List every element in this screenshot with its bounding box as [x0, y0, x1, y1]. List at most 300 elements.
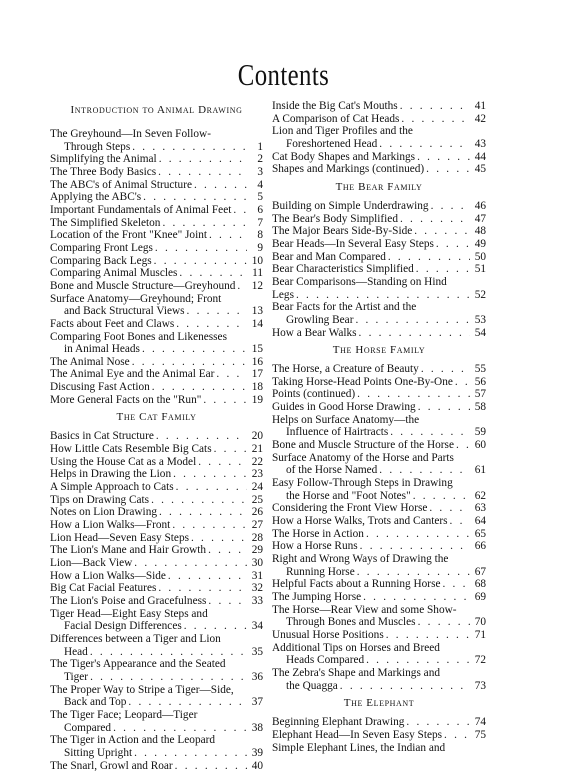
toc-entry-line [50, 620, 263, 633]
toc-entry[interactable] [272, 200, 486, 213]
toc-entry-line [50, 293, 263, 306]
dot-leader [201, 394, 247, 407]
toc-entry[interactable] [50, 595, 263, 608]
entry-title: The Jumping Horse [272, 591, 361, 604]
entry-title: Through Steps [50, 141, 130, 154]
page-number: 21 [247, 443, 263, 456]
entry-title: Bear and Man Compared [272, 251, 386, 264]
toc-entry[interactable] [50, 734, 263, 759]
page-number: 22 [247, 456, 263, 469]
dot-leader [355, 566, 470, 579]
toc-entry-line [272, 151, 486, 164]
entry-title: Comparing Back Legs [50, 255, 152, 268]
page-number: 39 [247, 747, 263, 760]
dot-leader [231, 204, 247, 217]
dot-leader [427, 502, 470, 515]
toc-entry-line [50, 267, 263, 280]
dot-leader [150, 381, 247, 394]
dot-leader [88, 646, 247, 659]
page-number: 3 [247, 166, 263, 179]
toc-entry[interactable] [272, 716, 486, 729]
toc-entry-line [272, 742, 486, 755]
dot-leader [141, 191, 247, 204]
toc-entry[interactable] [272, 363, 486, 376]
toc-entry[interactable] [272, 553, 486, 578]
entry-title: Head [50, 646, 88, 659]
section-heading: The Elephant [272, 697, 486, 710]
dot-leader [377, 138, 470, 151]
section-heading: The Bear Family [272, 181, 486, 194]
toc-entry[interactable] [272, 414, 486, 439]
toc-entry-line [50, 684, 263, 697]
page-number: 9 [247, 242, 263, 255]
dot-leader [156, 582, 247, 595]
toc-entry[interactable] [50, 494, 263, 507]
toc-entry[interactable] [272, 301, 486, 326]
entry-title: Location of the Front "Knee" Joint [50, 229, 207, 242]
page-number: 32 [247, 582, 263, 595]
entry-title: The Horse in Action [272, 528, 364, 541]
toc-entry-line [50, 722, 263, 735]
toc-entry[interactable] [50, 468, 263, 481]
page-number: 33 [247, 595, 263, 608]
entry-title: Heads Compared [272, 654, 364, 667]
entry-title: Simple Elephant Lines, the Indian and [272, 742, 486, 755]
entry-title: More General Facts on the "Run" [50, 394, 201, 407]
entry-title: The Bear's Body Simplified [272, 213, 398, 226]
page-number: 52 [470, 289, 486, 302]
dot-leader [453, 376, 470, 389]
dot-leader [214, 368, 247, 381]
dot-leader [398, 100, 470, 113]
entry-title: Shapes and Markings (continued) [272, 163, 424, 176]
toc-entry-line [272, 426, 486, 439]
page-number: 54 [470, 327, 486, 340]
toc-entry-line [50, 381, 263, 394]
toc-entry-line [272, 301, 486, 314]
toc-entry[interactable] [50, 166, 263, 179]
toc-entry-line [50, 229, 263, 242]
toc-entry-line [50, 608, 263, 621]
toc-entry[interactable] [50, 506, 263, 519]
dot-leader [173, 760, 247, 772]
toc-entry[interactable] [272, 729, 486, 742]
toc-entry-line [50, 696, 263, 709]
toc-entry-line [50, 760, 263, 772]
entry-title: The Lion's Poise and Gracefulness [50, 595, 206, 608]
toc-entry[interactable] [50, 684, 263, 709]
toc-entry[interactable] [272, 629, 486, 642]
page-number: 58 [470, 401, 486, 414]
toc-entry-line [272, 604, 486, 617]
entry-title: The Horse—Rear View and some Show- [272, 604, 486, 617]
page-number: 16 [247, 356, 263, 369]
entry-title: The Greyhound—In Seven Follow- [50, 128, 263, 141]
page-number: 67 [470, 566, 486, 579]
toc-entry[interactable] [50, 582, 263, 595]
toc-entry-line [50, 217, 263, 230]
toc-entry[interactable] [272, 238, 486, 251]
toc-entry[interactable] [272, 439, 486, 452]
toc-entry[interactable] [50, 532, 263, 545]
toc-entry[interactable] [50, 280, 263, 293]
toc-entry[interactable] [272, 591, 486, 604]
toc-entry-line [272, 528, 486, 541]
dot-leader [415, 151, 470, 164]
toc-entry-line [272, 578, 486, 591]
entry-title: The Animal Eye and the Animal Ear [50, 368, 214, 381]
entry-title: and Back Structural Views [50, 305, 185, 318]
dot-leader [170, 519, 247, 532]
entry-title: The Tiger Face; Leopard—Tiger [50, 709, 263, 722]
dot-leader [235, 280, 247, 293]
toc-entry[interactable] [272, 251, 486, 264]
dot-leader [192, 179, 247, 192]
toc-entry-line [272, 553, 486, 566]
toc-entry[interactable] [272, 742, 486, 755]
toc-entry[interactable] [272, 452, 486, 477]
toc-entry-line [50, 557, 263, 570]
toc-entry[interactable] [272, 376, 486, 389]
entry-title: Bear Facts for the Artist and the [272, 301, 486, 314]
entry-title: Bone and Muscle Structure—Greyhound [50, 280, 235, 293]
toc-entry[interactable] [50, 229, 263, 242]
dot-leader [429, 200, 470, 213]
toc-entry-line [50, 658, 263, 671]
entry-title: Simplifying the Animal [50, 153, 157, 166]
toc-entry[interactable] [272, 113, 486, 126]
toc-entry[interactable] [50, 356, 263, 369]
toc-entry[interactable] [50, 331, 263, 356]
toc-entry[interactable] [272, 213, 486, 226]
dot-leader [154, 430, 247, 443]
toc-entry-line [50, 481, 263, 494]
toc-entry-line [50, 747, 263, 760]
entry-title: How a Lion Walks—Side [50, 570, 166, 583]
dot-leader [196, 456, 247, 469]
toc-entry[interactable] [50, 544, 263, 557]
toc-entry[interactable] [50, 608, 263, 633]
toc-entry-line [50, 456, 263, 469]
entry-title: The Horse, a Creature of Beauty [272, 363, 419, 376]
entry-title: Growling Bear [272, 314, 353, 327]
dot-leader [364, 654, 470, 667]
entry-title: Helps on Surface Anatomy—the [272, 414, 486, 427]
toc-entry-line [272, 238, 486, 251]
toc-entry[interactable] [272, 401, 486, 414]
toc-entry-line [50, 179, 263, 192]
page-number: 64 [470, 515, 486, 528]
toc-entry-line [272, 502, 486, 515]
toc-entry[interactable] [50, 267, 263, 280]
dot-leader [424, 163, 470, 176]
dot-leader [182, 620, 247, 633]
page-number: 55 [470, 363, 486, 376]
toc-entry-line [50, 153, 263, 166]
toc-entry[interactable] [50, 242, 263, 255]
toc-entry[interactable] [50, 204, 263, 217]
entry-title: Inside the Big Cat's Mouths [272, 100, 398, 113]
toc-entry[interactable] [50, 430, 263, 443]
toc-entry-line [272, 642, 486, 655]
page-number: 15 [247, 343, 263, 356]
toc-entry-line [50, 280, 263, 293]
dot-leader [358, 540, 470, 553]
toc-entry[interactable] [50, 318, 263, 331]
dot-leader [111, 722, 247, 735]
entry-title: Bear Comparisons—Standing on Hind [272, 276, 486, 289]
toc-entry-line [272, 414, 486, 427]
dot-leader [166, 570, 247, 583]
entry-title: Bone and Muscle Structure of the Horse [272, 439, 454, 452]
toc-entry-line [272, 125, 486, 138]
toc-entry[interactable] [272, 163, 486, 176]
page-number: 66 [470, 540, 486, 553]
page-number: 23 [247, 468, 263, 481]
toc-entry-line [50, 468, 263, 481]
entry-title: Considering the Front View Horse [272, 502, 427, 515]
page-number: 68 [470, 578, 486, 591]
toc-entry-line [272, 363, 486, 376]
dot-leader [206, 544, 247, 557]
toc-entry-line [272, 213, 486, 226]
page-number: 34 [247, 620, 263, 633]
toc-entry-line [50, 709, 263, 722]
dot-leader [189, 532, 247, 545]
entry-title: Tips on Drawing Cats [50, 494, 149, 507]
entry-title: The Lion's Mane and Hair Growth [50, 544, 206, 557]
toc-entry[interactable] [50, 394, 263, 407]
dot-leader [160, 217, 247, 230]
page-number: 60 [470, 439, 486, 452]
toc-entry-line [272, 464, 486, 477]
toc-entry[interactable] [272, 604, 486, 629]
toc-entry-line [50, 582, 263, 595]
toc-entry[interactable] [272, 263, 486, 276]
toc-entry[interactable] [272, 125, 486, 150]
toc-entry[interactable] [50, 179, 263, 192]
entry-title: Lion—Back View [50, 557, 132, 570]
page-number: 30 [247, 557, 263, 570]
entry-title: The Tiger in Action and the Leopard [50, 734, 263, 747]
page-number: 11 [247, 267, 263, 280]
entry-title: Tiger [50, 671, 88, 684]
entry-title: Additional Tips on Horses and Breed [272, 642, 486, 655]
toc-entry-line [272, 113, 486, 126]
dot-leader [416, 616, 470, 629]
toc-entry[interactable] [272, 100, 486, 113]
contents-column-right [272, 100, 486, 754]
entry-title: Facial Design Differences [50, 620, 182, 633]
entry-title: Lion and Tiger Profiles and the [272, 125, 486, 138]
entry-title: Running Horse [272, 566, 355, 579]
toc-entry-line [50, 128, 263, 141]
dot-leader [126, 696, 247, 709]
entry-title: Cat Body Shapes and Markings [272, 151, 415, 164]
entry-title: Sitting Upright [50, 747, 132, 760]
entry-title: How a Horse Walks, Trots and Canters [272, 515, 448, 528]
toc-entry[interactable] [50, 658, 263, 683]
toc-entry[interactable] [50, 519, 263, 532]
toc-entry-line [272, 477, 486, 490]
entry-title: The Snarl, Growl and Roar [50, 760, 173, 772]
toc-entry[interactable] [272, 642, 486, 667]
toc-entry-line [272, 200, 486, 213]
page-number: 37 [247, 696, 263, 709]
toc-entry-line [50, 494, 263, 507]
toc-entry[interactable] [272, 667, 486, 692]
toc-entry-line [272, 490, 486, 503]
toc-entry-line [50, 166, 263, 179]
toc-entry-line [272, 566, 486, 579]
toc-entry-line [272, 327, 486, 340]
toc-entry-line [272, 388, 486, 401]
toc-entry[interactable] [50, 760, 263, 772]
toc-entry[interactable] [50, 481, 263, 494]
toc-entry[interactable] [272, 151, 486, 164]
dot-leader [355, 388, 470, 401]
toc-entry[interactable] [50, 293, 263, 318]
toc-entry[interactable] [50, 456, 263, 469]
dot-leader [416, 401, 470, 414]
toc-entry[interactable] [272, 327, 486, 340]
dot-leader [434, 238, 470, 251]
toc-entry[interactable] [50, 368, 263, 381]
page-number: 13 [247, 305, 263, 318]
entry-title: How Little Cats Resemble Big Cats [50, 443, 212, 456]
toc-entry-line [50, 242, 263, 255]
dot-leader [157, 153, 247, 166]
entry-title: Points (continued) [272, 388, 355, 401]
entry-title: Through Bones and Muscles [272, 616, 416, 629]
page-number: 12 [247, 280, 263, 293]
toc-entry-line [272, 100, 486, 113]
section-heading: The Horse Family [272, 344, 486, 357]
toc-entry[interactable] [272, 388, 486, 401]
toc-entry[interactable] [272, 477, 486, 502]
toc-entry[interactable] [50, 191, 263, 204]
dot-leader [207, 229, 247, 242]
toc-entry-line [50, 570, 263, 583]
dot-leader [364, 528, 470, 541]
entry-title: Guides in Good Horse Drawing [272, 401, 416, 414]
toc-entry[interactable] [50, 255, 263, 268]
entry-title: Comparing Foot Bones and Likenesses [50, 331, 263, 344]
page-number: 50 [470, 251, 486, 264]
page-number: 46 [470, 200, 486, 213]
toc-entry-line [50, 343, 263, 356]
page-number: 53 [470, 314, 486, 327]
page-number: 24 [247, 481, 263, 494]
toc-entry-line [272, 452, 486, 465]
dot-leader [388, 426, 470, 439]
entry-title: Tiger Head—Eight Easy Steps and [50, 608, 263, 621]
toc-entry[interactable] [272, 528, 486, 541]
page-number: 6 [247, 204, 263, 217]
toc-entry[interactable] [272, 276, 486, 301]
page-number: 61 [470, 464, 486, 477]
entry-title: Compared [50, 722, 111, 735]
dot-leader [412, 225, 470, 238]
toc-entry[interactable] [272, 578, 486, 591]
toc-entry[interactable] [50, 570, 263, 583]
dot-leader [140, 343, 247, 356]
entry-title: Basics in Cat Structure [50, 430, 154, 443]
dot-leader [294, 289, 470, 302]
entry-title: The Proper Way to Stripe a Tiger—Side, [50, 684, 263, 697]
dot-leader [353, 314, 470, 327]
toc-entry-line [272, 629, 486, 642]
toc-entry[interactable] [272, 502, 486, 515]
toc-entry-line [272, 680, 486, 693]
section-heading: The Cat Family [50, 411, 263, 424]
toc-entry[interactable] [50, 709, 263, 734]
toc-entry-line [50, 331, 263, 344]
entry-title: Back and Top [50, 696, 126, 709]
page-number: 2 [247, 153, 263, 166]
entry-title: Elephant Head—In Seven Easy Steps [272, 729, 442, 742]
toc-entry-line [50, 191, 263, 204]
entry-title: How a Bear Walks [272, 327, 357, 340]
toc-entry[interactable] [272, 515, 486, 528]
page-number: 31 [247, 570, 263, 583]
page-number: 59 [470, 426, 486, 439]
toc-entry-line [272, 276, 486, 289]
entry-title: Helps in Drawing the Lion [50, 468, 171, 481]
section-heading: Introduction to Animal Drawing [50, 104, 263, 117]
entry-title: Comparing Animal Muscles [50, 267, 177, 280]
dot-leader [338, 680, 470, 693]
toc-entry-line [272, 515, 486, 528]
page-number: 18 [247, 381, 263, 394]
dot-leader [152, 255, 247, 268]
toc-entry-line [272, 616, 486, 629]
dot-leader [448, 515, 470, 528]
page-number: 8 [247, 229, 263, 242]
toc-entry-line [272, 716, 486, 729]
dot-leader [377, 464, 470, 477]
entry-title: Bear Characteristics Simplified [272, 263, 414, 276]
entry-title: Building on Simple Underdrawing [272, 200, 429, 213]
page-number: 41 [470, 100, 486, 113]
page-number: 4 [247, 179, 263, 192]
toc-entry[interactable] [50, 153, 263, 166]
entry-title: The Animal Nose [50, 356, 130, 369]
toc-entry[interactable] [50, 217, 263, 230]
toc-entry[interactable] [272, 225, 486, 238]
entry-title: The Tiger's Appearance and the Seated [50, 658, 263, 671]
dot-leader [149, 494, 247, 507]
page-number: 75 [470, 729, 486, 742]
toc-entry[interactable] [50, 633, 263, 658]
entry-title: Surface Anatomy—Greyhound; Front [50, 293, 263, 306]
entry-title: the Quagga [272, 680, 338, 693]
toc-entry[interactable] [50, 443, 263, 456]
toc-entry[interactable] [50, 128, 263, 153]
entry-title: Unusual Horse Positions [272, 629, 384, 642]
toc-entry-line [272, 654, 486, 667]
toc-entry[interactable] [272, 540, 486, 553]
toc-entry[interactable] [50, 557, 263, 570]
page-number: 43 [470, 138, 486, 151]
dot-leader [386, 251, 470, 264]
entry-title: Easy Follow-Through Steps in Drawing [272, 477, 486, 490]
toc-entry[interactable] [50, 381, 263, 394]
toc-entry-line [50, 544, 263, 557]
dot-leader [174, 318, 247, 331]
toc-entry-line [50, 506, 263, 519]
entry-title: the Horse and "Foot Notes" [272, 490, 411, 503]
